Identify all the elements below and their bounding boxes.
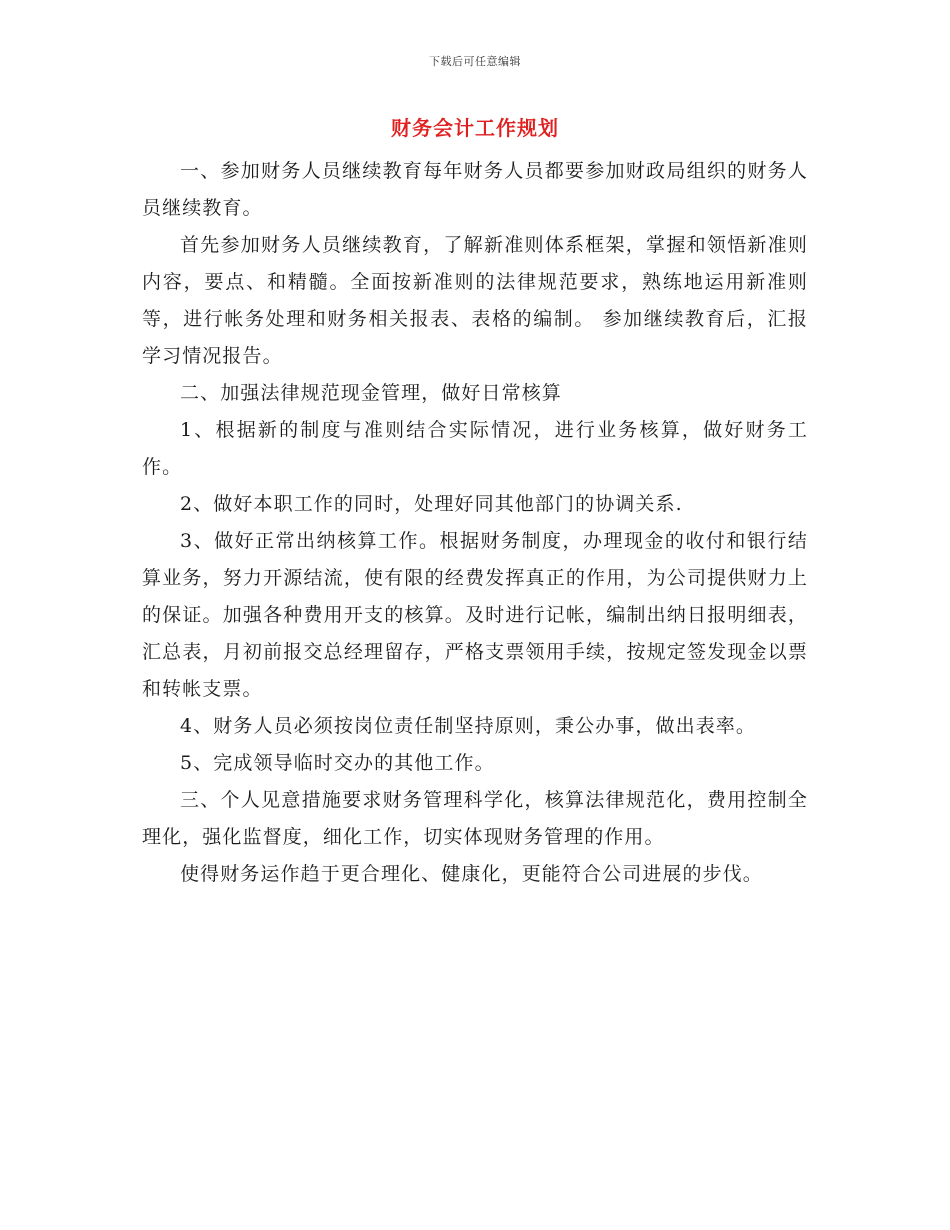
document-body <box>142 153 808 893</box>
paragraph-9: 三、个人见意措施要求财务管理科学化，核算法律规范化，费用控制全理化，强化监督度，细化工作，切实体现财务管理的作用。 <box>142 789 808 848</box>
paragraph-2: 首先参加财务人员继续教育，了解新准则体系框架，掌握和领悟新准则内容，要点、和精髓。全面按新准则的法律规范要求，熟练地运用新准则等，进行帐务处理和财务相关报表、表格的编制。 参加继续教育后，汇报学习情况报告。 <box>142 234 808 367</box>
paragraph-6: 3、做好正常出纳核算工作。根据财务制度，办理现金的收付和银行结算业务，努力开源结流，使有限的经费发挥真正的作用，为公司提供财力上的保证。加强各种费用开支的核算。及时进行记帐，编制出纳日报明细表，汇总表，月初前报交总经理留存，严格支票领用手续，按规定签发现金以票和转帐支票。 <box>142 530 808 700</box>
paragraph-7: 4、财务人员必须按岗位责任制坚持原则，秉公办事，做出表率。 <box>180 715 756 737</box>
paragraph-1: 一、参加财务人员继续教育每年财务人员都要参加财政局组织的财务人员继续教育。 <box>142 160 808 219</box>
header-note: 下载后可任意编辑 <box>429 55 521 68</box>
paragraph-4: 1、根据新的制度与准则结合实际情况，进行业务核算，做好财务工作。 <box>142 419 808 478</box>
document-title: 财务会计工作规划 <box>391 116 559 140</box>
paragraph-10: 使得财务运作趋于更合理化、健康化，更能符合公司进展的步伐。 <box>180 863 763 885</box>
paragraph-3: 二、加强法律规范现金管理，做好日常核算 <box>180 382 562 404</box>
paragraph-5: 2、做好本职工作的同时，处理好同其他部门的协调关系. <box>180 493 683 515</box>
paragraph-8: 5、完成领导临时交办的其他工作。 <box>180 752 495 774</box>
